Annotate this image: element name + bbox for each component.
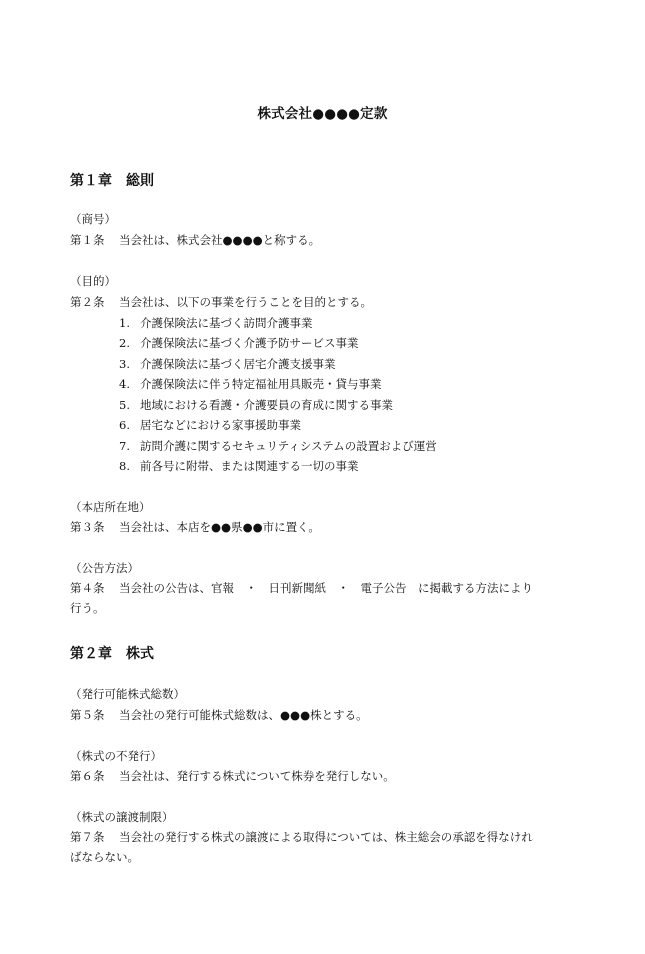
article-6 — [70, 768, 395, 784]
article-7-heading: （株式の譲渡制限） — [70, 810, 174, 824]
article-4-text-line1: 当会社の公告は、官報 ・ 日刊新聞紙 ・ 電子公告 に掲載する方法により — [119, 581, 533, 595]
article-2-heading: （目的） — [70, 274, 116, 288]
article-7-text-line2: ばならない。 — [70, 850, 139, 864]
article-6-heading: （株式の不発行） — [70, 749, 162, 763]
article-2 — [70, 294, 372, 310]
list-item: 4. 介護保険法に伴う特定福祉用具販売・貸与事業 — [119, 377, 382, 391]
article-4 — [70, 580, 533, 596]
article-3-text: 当会社は、本店を●●県●●市に置く。 — [119, 520, 320, 534]
document-title: 株式会社●●●●定款 — [257, 106, 388, 122]
list-item: 6. 居宅などにおける家事援助事業 — [119, 418, 301, 432]
list-item: 5. 地域における看護・介護要員の育成に関する事業 — [119, 398, 393, 412]
article-3 — [70, 519, 320, 535]
chapter-2-heading: 第２章 株式 — [70, 646, 154, 662]
article-6-number: 第６条 — [70, 769, 105, 783]
article-4-number: 第４条 — [70, 581, 105, 595]
article-5 — [70, 707, 368, 723]
article-6-text: 当会社は、発行する株式について株券を発行しない。 — [119, 769, 395, 783]
article-1-heading: （商号） — [70, 212, 116, 226]
article-3-number: 第３条 — [70, 520, 105, 534]
article-1-number: 第１条 — [70, 233, 105, 247]
article-1-text: 当会社は、株式会社●●●●と称する。 — [119, 233, 321, 247]
article-7 — [70, 829, 533, 845]
article-4-heading: （公告方法） — [70, 561, 139, 575]
article-2-text: 当会社は、以下の事業を行うことを目的とする。 — [119, 295, 372, 309]
article-5-number: 第５条 — [70, 708, 105, 722]
list-item: 3. 介護保険法に基づく居宅介護支援事業 — [119, 357, 336, 371]
list-item: 2. 介護保険法に基づく介護予防サービス事業 — [119, 336, 359, 350]
list-item: 1. 介護保険法に基づく訪問介護事業 — [119, 316, 313, 330]
article-4-text-line2: 行う。 — [70, 601, 105, 615]
article-1 — [70, 232, 320, 248]
article-2-number: 第２条 — [70, 295, 105, 309]
article-7-number: 第７条 — [70, 830, 105, 844]
article-3-heading: （本店所在地） — [70, 500, 151, 514]
article-5-text: 当会社の発行可能株式総数は、●●●株とする。 — [119, 708, 368, 722]
chapter-1-heading: 第１章 総則 — [70, 173, 154, 189]
list-item: 8. 前各号に附帯、または関連する一切の事業 — [119, 459, 359, 473]
article-5-heading: （発行可能株式総数） — [70, 687, 185, 701]
article-7-text-line1: 当会社の発行する株式の譲渡による取得については、株主総会の承認を得なけれ — [119, 830, 533, 844]
list-item: 7. 訪問介護に関するセキュリティシステムの設置および運営 — [119, 439, 437, 453]
